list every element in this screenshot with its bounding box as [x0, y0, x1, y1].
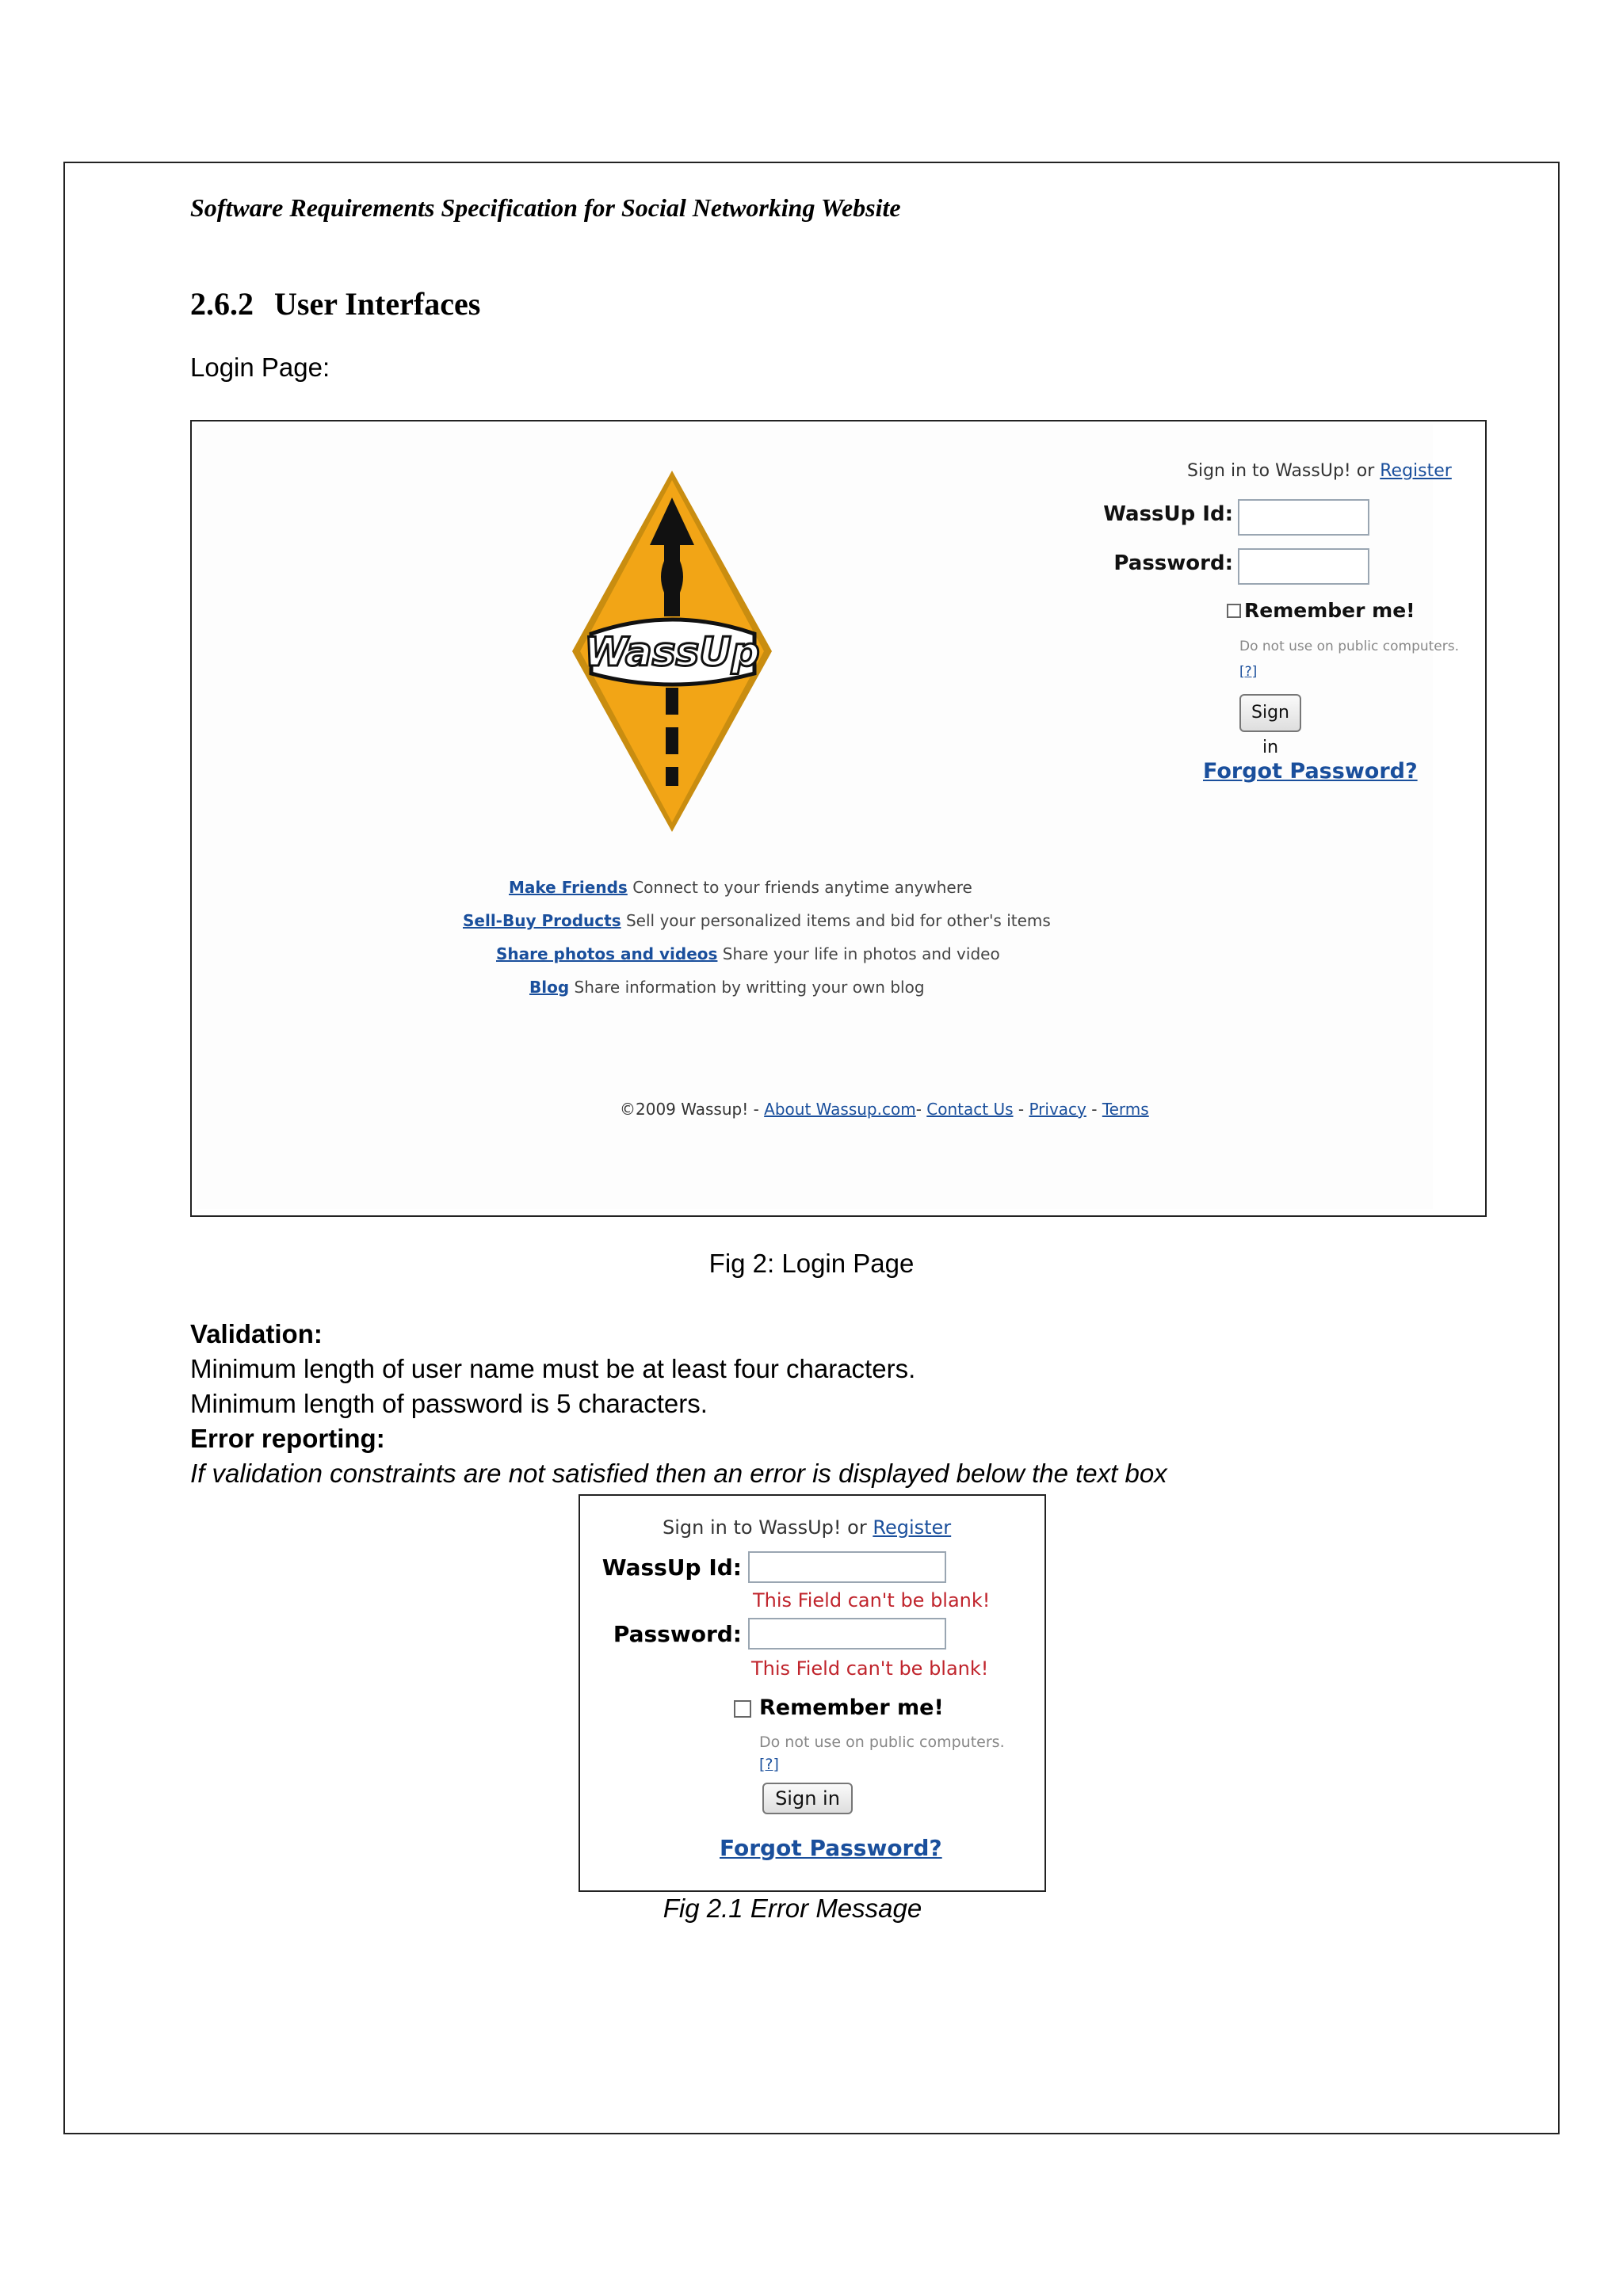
- wassup-id-label: WassUp Id:: [601, 1554, 742, 1581]
- feature-item: [463, 911, 1051, 930]
- privacy-link[interactable]: Privacy: [1029, 1100, 1086, 1119]
- section-heading: [190, 285, 480, 322]
- feature-text: Connect to your friends anytime anywhere: [632, 878, 972, 897]
- help-link[interactable]: [?]: [759, 1756, 779, 1773]
- password-error: This Field can't be blank!: [751, 1657, 989, 1680]
- about-link[interactable]: About Wassup.com: [764, 1100, 916, 1119]
- feature-text: Sell your personalized items and bid for other's items: [625, 911, 1051, 930]
- signin-title: [663, 1516, 951, 1539]
- feature-link-blog[interactable]: Blog: [529, 978, 570, 997]
- feature-text: Share information by writting your own blog: [574, 978, 925, 997]
- figure-caption: Fig 2.1 Error Message: [663, 1894, 922, 1923]
- password-label: Password:: [613, 1621, 742, 1647]
- terms-link[interactable]: Terms: [1102, 1100, 1149, 1119]
- copyright-text: ©2009 Wassup! -: [620, 1100, 759, 1119]
- remember-me-checkbox[interactable]: [1227, 604, 1241, 618]
- password-input[interactable]: [748, 1618, 946, 1650]
- help-link[interactable]: [?]: [1239, 664, 1258, 680]
- sign-in-button[interactable]: Sign in: [762, 1783, 853, 1814]
- login-page-label: Login Page:: [190, 353, 330, 382]
- password-label: Password:: [1113, 551, 1233, 575]
- feature-link-share-photos[interactable]: Share photos and videos: [496, 944, 718, 963]
- footer-links: ©2009 Wassup! - About Wassup.com- Contact Us - Privacy - Terms: [620, 1100, 1149, 1119]
- register-link[interactable]: Register: [1380, 461, 1452, 481]
- feature-link-make-friends[interactable]: Make Friends: [509, 878, 628, 897]
- validation-line: Minimum length of user name must be at least four characters.: [190, 1354, 916, 1383]
- remember-me-checkbox[interactable]: [734, 1700, 751, 1718]
- wassup-id-label: WassUp Id:: [1103, 502, 1233, 526]
- remember-me-note: Do not use on public computers.: [1239, 639, 1460, 654]
- signin-title: [1187, 461, 1452, 481]
- document-header: Software Requirements Specification for Social Networking Website: [190, 193, 901, 222]
- contact-link[interactable]: Contact Us: [926, 1100, 1014, 1119]
- error-reporting-heading: Error reporting:: [190, 1424, 385, 1453]
- sign-in-button[interactable]: Sign in: [1239, 694, 1301, 732]
- forgot-password-link[interactable]: Forgot Password?: [720, 1835, 942, 1861]
- feature-item: [496, 944, 1000, 963]
- feature-text: Share your life in photos and video: [722, 944, 1000, 963]
- screenshot-canvas: [197, 425, 1460, 1209]
- register-link[interactable]: Register: [873, 1516, 952, 1539]
- wassup-id-input[interactable]: [1238, 499, 1369, 536]
- validation-line: Minimum length of password is 5 characters.: [190, 1389, 708, 1418]
- validation-heading: Validation:: [190, 1319, 323, 1348]
- figure-caption: Fig 2: Login Page: [708, 1249, 915, 1278]
- login-page-screenshot: [190, 420, 1487, 1217]
- remember-me-label: Remember me!: [1244, 599, 1415, 622]
- wassup-id-input[interactable]: [748, 1551, 946, 1583]
- feature-item: [509, 878, 972, 897]
- error-message-screenshot: [579, 1494, 1046, 1892]
- forgot-password-link[interactable]: Forgot Password?: [1203, 759, 1418, 784]
- remember-me-note: Do not use on public computers.: [759, 1733, 1005, 1751]
- section-number: 2.6.2: [190, 286, 254, 322]
- error-reporting-text: If validation constraints are not satisfied then an error is displayed below the text box: [190, 1459, 1167, 1488]
- signin-title-text: Sign in to WassUp! or: [663, 1516, 867, 1539]
- logo-text: WassUp: [584, 629, 760, 675]
- feature-link-sell-buy[interactable]: Sell-Buy Products: [463, 911, 621, 930]
- wassup-id-error: This Field can't be blank!: [753, 1589, 991, 1611]
- feature-item: [529, 978, 925, 997]
- wassup-logo: [567, 466, 777, 837]
- section-title: User Interfaces: [274, 286, 481, 322]
- signin-title-text: Sign in to WassUp! or: [1187, 461, 1375, 481]
- remember-me-label: Remember me!: [759, 1695, 944, 1720]
- password-input[interactable]: [1238, 548, 1369, 585]
